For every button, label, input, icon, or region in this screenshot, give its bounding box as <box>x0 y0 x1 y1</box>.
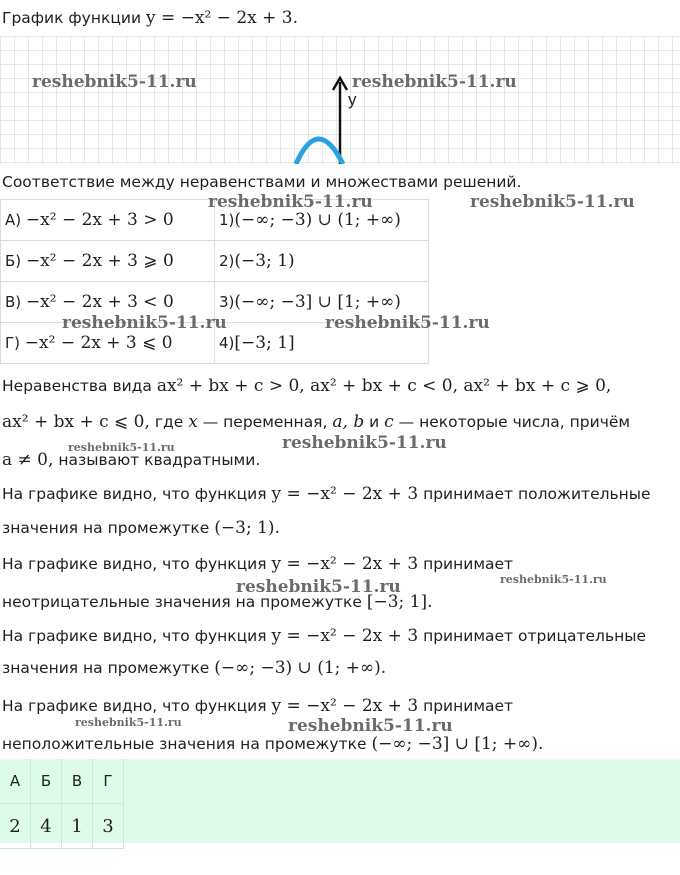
inequality-cell: Б) −x² − 2x + 3 ⩾ 0 <box>1 241 215 282</box>
definition-line-1: Неравенства вида ax² + bx + c > 0, ax² + bx + c < 0, ax² + bx + c ⩾ 0, <box>2 376 612 396</box>
y-axis-label: y <box>348 90 357 109</box>
solution-cell: 1)(−∞; −3) ∪ (1; +∞) <box>215 200 429 241</box>
title-formula: y = −x² − 2x + 3. <box>145 8 298 28</box>
answer-value: 4 <box>31 804 62 849</box>
answer-value: 2 <box>0 804 31 849</box>
solution-cell: 2)(−3; 1) <box>215 241 429 282</box>
definition-line-2: ax² + bx + c ⩽ 0, где x — переменная, a, b и c — некоторые числа, причём <box>2 412 631 432</box>
answer-header: В <box>62 759 93 804</box>
watermark: reshebnik5-11.ru <box>236 577 401 597</box>
inequality-cell: В) −x² − 2x + 3 < 0 <box>1 282 215 323</box>
watermark: reshebnik5-11.ru <box>500 573 607 586</box>
answer-value-row <box>0 804 124 849</box>
reason-4-line-1: На графике видно, что функция y = −x² − 2x + 3 принимает <box>2 696 514 716</box>
watermark: reshebnik5-11.ru <box>75 716 182 729</box>
graph-svg <box>0 36 680 164</box>
watermark: reshebnik5-11.ru <box>32 72 197 92</box>
graph-area <box>0 36 680 164</box>
answer-header: Б <box>31 759 62 804</box>
inequality-cell: Г) −x² − 2x + 3 ⩽ 0 <box>1 323 215 364</box>
reason-4-line-2: неположительные значения на промежутке (−∞; −3] ∪ [1; +∞). <box>2 734 544 754</box>
reason-3-line-1: На графике видно, что функция y = −x² − 2x + 3 принимает отрицательные <box>2 626 647 646</box>
reason-1-line-2: значения на промежутке (−3; 1). <box>2 518 280 538</box>
answer-value: 1 <box>62 804 93 849</box>
inequality-table <box>0 199 429 364</box>
reason-3-line-2: значения на промежутке (−∞; −3) ∪ (1; +∞). <box>2 658 387 678</box>
title-text: График функции <box>2 9 142 27</box>
parabola-curve <box>296 139 343 164</box>
task-title <box>2 8 298 28</box>
answer-table <box>0 759 124 849</box>
watermark: reshebnik5-11.ru <box>68 441 175 454</box>
watermark: reshebnik5-11.ru <box>208 192 373 212</box>
inequality-cell: А) −x² − 2x + 3 > 0 <box>1 200 215 241</box>
reason-2-line-1: На графике видно, что функция y = −x² − 2x + 3 принимает <box>2 554 514 574</box>
table-row <box>1 241 429 282</box>
answer-header-row <box>0 759 124 804</box>
solution-cell: 3)(−∞; −3] ∪ [1; +∞) <box>215 282 429 323</box>
watermark: reshebnik5-11.ru <box>62 313 227 333</box>
watermark: reshebnik5-11.ru <box>288 716 453 736</box>
correspondence-heading: Соответствие между неравенствами и множествами решений. <box>2 173 522 191</box>
watermark: reshebnik5-11.ru <box>325 313 490 333</box>
answer-header: А <box>0 759 31 804</box>
solution-cell: 4)[−3; 1] <box>215 323 429 364</box>
watermark: reshebnik5-11.ru <box>470 192 635 212</box>
answer-value: 3 <box>93 804 124 849</box>
answer-block <box>0 759 680 843</box>
definition-line-3: a ≠ 0, называют квадратными. <box>2 450 261 470</box>
watermark: reshebnik5-11.ru <box>282 433 447 453</box>
reason-2-line-2: неотрицательные значения на промежутке [−3; 1]. <box>2 592 433 612</box>
reason-1-line-1: На графике видно, что функция y = −x² − 2x + 3 принимает положительные <box>2 484 651 504</box>
watermark: reshebnik5-11.ru <box>352 72 517 92</box>
answer-header: Г <box>93 759 124 804</box>
